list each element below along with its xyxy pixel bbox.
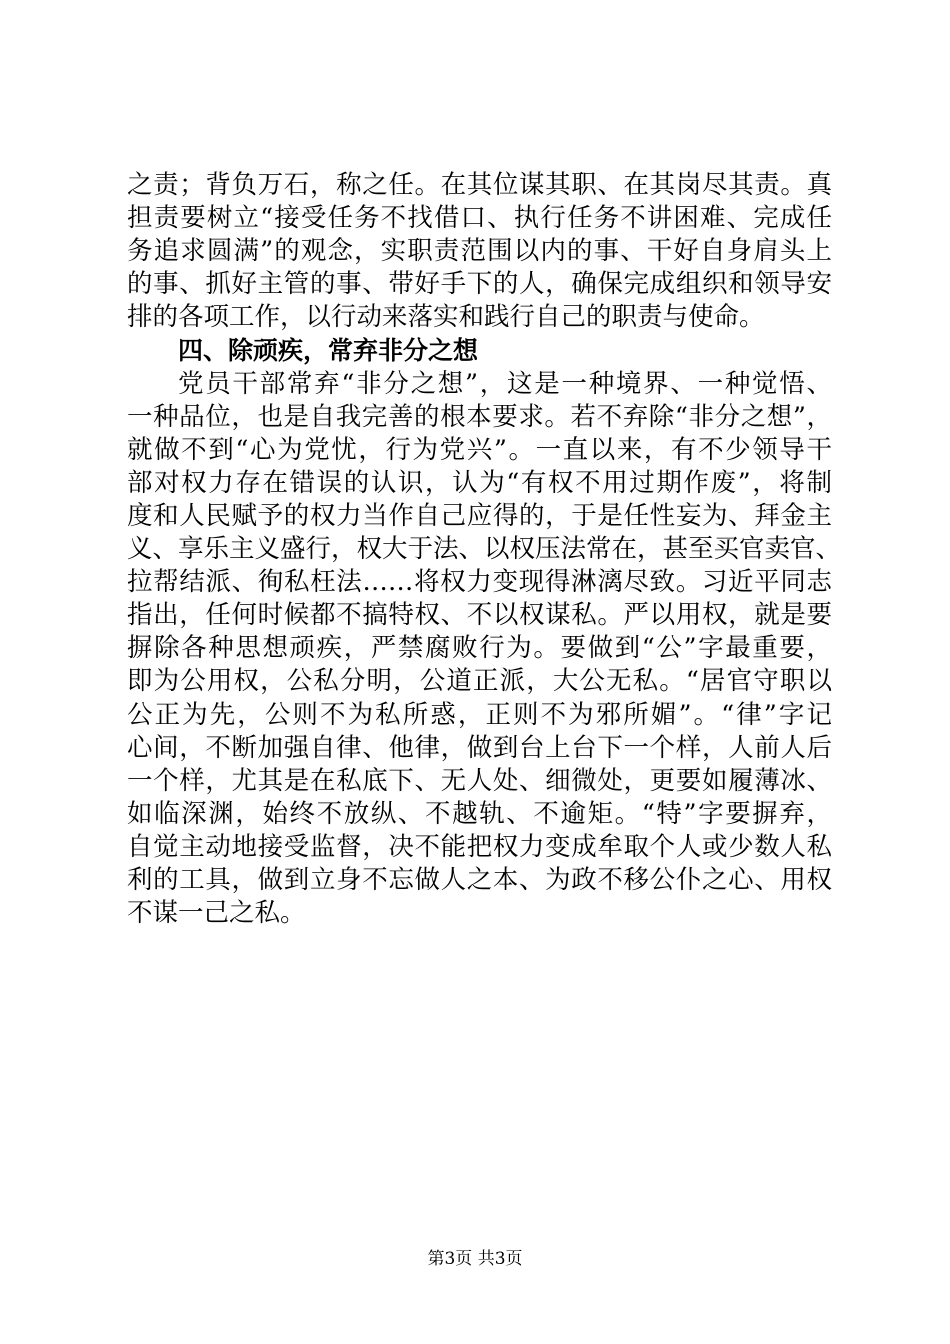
body-line: 之责；背负万石，称之任。在其位谋其职、在其岗尽其责。真 [127,170,832,200]
body-line: 自觉主动地接受监督，决不能把权力变成牟取个人或少数人私 [127,831,832,862]
body-line: 公正为先，公则不为私所惑，正则不为邪所媚”。“律”字记 [127,699,832,730]
body-line: 务追求圆满”的观念，实职责范围以内的事、干好自身肩头上 [127,236,832,267]
body-line: 度和人民赋予的权力当作自己应得的，于是任性妄为、拜金主 [127,500,832,531]
body-line: 即为公用权，公私分明，公道正派，大公无私。“居官守职以 [127,666,832,697]
body-line: 不谋一己之私。 [127,898,306,929]
document-body [127,169,842,930]
body-line: 如临深渊，始终不放纵、不越轨、不逾矩。“特”字要摒弃， [127,798,832,829]
body-line: 担责要树立“接受任务不找借口、执行任务不讲困难、完成任 [127,203,832,234]
body-line: 一个样，尤其是在私底下、无人处、细微处，更要如履薄冰、 [127,765,832,796]
body-line: 就做不到“心为党忧，行为党兴”。一直以来，有不少领导干 [127,434,832,465]
body-line: 排的各项工作，以行动来落实和践行自己的职责与使命。 [127,302,765,333]
page-footer: 第3页 共3页 [427,1249,523,1269]
body-line: 义、享乐主义盛行，权大于法、以权压法常在，甚至买官卖官、 [127,534,842,565]
body-line: 指出，任何时候都不搞特权、不以权谋私。严以用权，就是要 [127,600,832,631]
body-line: 拉帮结派、徇私枉法……将权力变现得淋漓尽致。习近平同志 [127,567,832,598]
body-line: 部对权力存在错误的认识，认为“有权不用过期作废”，将制 [127,467,832,498]
body-line: 心间，不断加强自律、他律，做到台上台下一个样，人前人后 [127,732,832,763]
section-heading: 四、除顽疾，常弃非分之想 [178,336,479,366]
body-line: 的事、抓好主管的事、带好手下的人，确保完成组织和领导安 [127,269,832,300]
body-line: 党员干部常弃“非分之想”，这是一种境界、一种觉悟、 [178,368,832,399]
body-line: 一种品位，也是自我完善的根本要求。若不弃除“非分之想”， [127,401,832,432]
body-line: 利的工具，做到立身不忘做人之本、为政不移公仆之心、用权 [127,864,832,895]
body-line: 摒除各种思想顽疾，严禁腐败行为。要做到“公”字最重要， [127,633,832,664]
